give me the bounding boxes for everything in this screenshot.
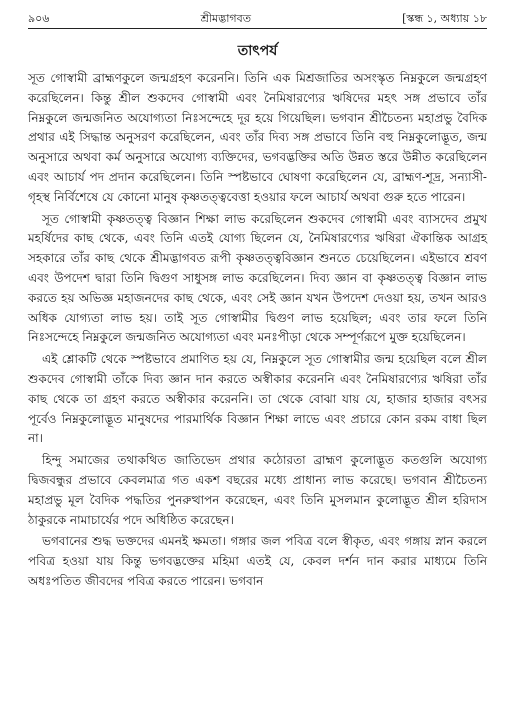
paragraph: সূত গোস্বামী কৃষ্ণতত্ত্ব বিজ্ঞান শিক্ষা লাভ করেছিলেন শুকদেব গোস্বামী এবং ব্যাসদেব প্রমুখ মহর্ষিদের কাছ থেকে, এবং তিনি এতই যোগ্য ছিলেন যে, নৈমিষারণ্যের ঋষিরা ঐকান্তিক আগ্রহ সহকারে তাঁর কাছ থেকে শ্রীমদ্ভাগবত রূপী কৃষ্ণতত্ত্ববিজ্ঞান শুনতে চেয়েছিলেন। এইভাবে শ্রবণ এবং উপদেশ দ্বারা তিনি দ্বিগুণ সাধুসঙ্গ লাভ করেছিলেন। দিব্য জ্ঞান বা কৃষ্ণতত্ত্ব বিজ্ঞান লাভ করতে হয় অভিজ্ঞ মহাজনদের কাছ থেকে, এবং সেই জ্ঞান যখন উপদেশ দেওয়া হয়, তখন আরও অধিক যোগ্যতা লাভ হয়। তাই সূত গোস্বামীর দ্বিগুণ লাভ হয়েছিল; এবং তার ফলে তিনি নিঃসন্দেহে নিম্নকুলে জন্মজনিত অযোগ্যতা এবং মনঃপীড়া থেকে সম্পূর্ণরূপে মুক্ত হয়েছিলেন।: [28, 211, 487, 345]
paragraph: সূত গোস্বামী ব্রাহ্মণকুলে জন্মগ্রহণ করেননি। তিনি এক মিশ্রজাতির অসংস্কৃত নিম্নকুলে জন্মগ্রহণ করেছিলেন। কিন্তু শ্রীল শুকদেব গোস্বামী এবং নৈমিষারণ্যের ঋষিদের মহৎ সঙ্গ প্রভাবে তাঁর নিম্নকুলে জন্মজনিত অযোগ্যতা নিঃসন্দেহে দূর হয়ে গিয়েছিল। ভগবান শ্রীচৈতন্য মহাপ্রভু বৈদিক প্রথার এই সিদ্ধান্ত অনুসরণ করেছিলেন, এবং তাঁর দিব্য সঙ্গ প্রভাবে তিনি বহু নিম্নকুলোদ্ভূত, জন্ম অনুসারে অথবা কর্ম অনুসারে অযোগ্য ব্যক্তিদের, ভগবদ্ভক্তির অতি উন্নত স্তরে উন্নীত করেছিলেন এবং আচার্য পদ প্রদান করেছিলেন। তিনি স্পষ্টভাবে ঘোষণা করেছিলেন যে, ব্রাহ্মণ-শূদ্র, সন্যাসী-গৃহস্থ নির্বিশেষে যে কোনো মানুষ কৃষ্ণতত্ত্ববেত্তা হওয়ার ফলে আচার্য অথবা গুরু হতে পারেন।: [28, 71, 487, 204]
book-title: শ্রীমদ্ভাগবত: [200, 12, 251, 25]
section-heading: তাৎপর্য: [237, 43, 278, 59]
page-number: ৯০৬: [28, 12, 50, 25]
section-reference: [স্কন্ধ ১, অধ্যায় ১৮: [402, 12, 487, 25]
paragraph: হিন্দু সমাজের তথাকথিত জাতিভেদ প্রথার কঠোরতা ব্রাহ্মণ কুলোদ্ভূত কতগুলি অযোগ্য দ্বিজবন্ধুর প্রভাবে কেবলমাত্র গত একশ বছরের মধ্যে প্রাধান্য লাভ করেছে। ভগবান শ্রীচৈতন্য মহাপ্রভু মূল বৈদিক পদ্ধতির পুনরুত্থাপন করেছেন, এবং তিনি মুসলমান কুলোদ্ভূত শ্রীল হরিদাস ঠাকুরকে নামাচার্যের পদে অধিষ্ঠিত করেছেন।: [28, 453, 487, 527]
running-header: [28, 12, 487, 29]
paragraph: এই শ্লোকটি থেকে স্পষ্টভাবে প্রমাণিত হয় যে, নিম্নকুলে সূত গোস্বামীর জন্ম হয়েছিল বলে শ্রীল শুকদেব গোস্বামী তাঁকে দিব্য জ্ঞান দান করতে অস্বীকার করেননি এবং নৈমিষারণ্যের ঋষিরা তাঁর কাছ থেকে তা গ্রহণ করতে অস্বীকার করেননি। তা থেকে বোঝা যায় যে, হাজার হাজার বৎসর পূর্বেও নিম্নকুলোদ্ভূত মানুষদের পারমার্থিক বিজ্ঞান শিক্ষা লাভে এবং প্রচারে কোন রকম বাধা ছিল না।: [28, 352, 487, 446]
purport-body: [28, 69, 487, 592]
paragraph: ভগবানের শুদ্ধ ভক্তদের এমনই ক্ষমতা। গঙ্গার জল পবিত্র বলে স্বীকৃত, এবং গঙ্গায় স্নান করলে পবিত্র হওয়া যায় কিন্তু ভগবদ্ভক্তের মহিমা এতই যে, কেবল দর্শন দান করার মাধ্যমে তিনি অধঃপতিত জীবদের পবিত্র করতে পারেন। ভগবান: [28, 534, 487, 588]
